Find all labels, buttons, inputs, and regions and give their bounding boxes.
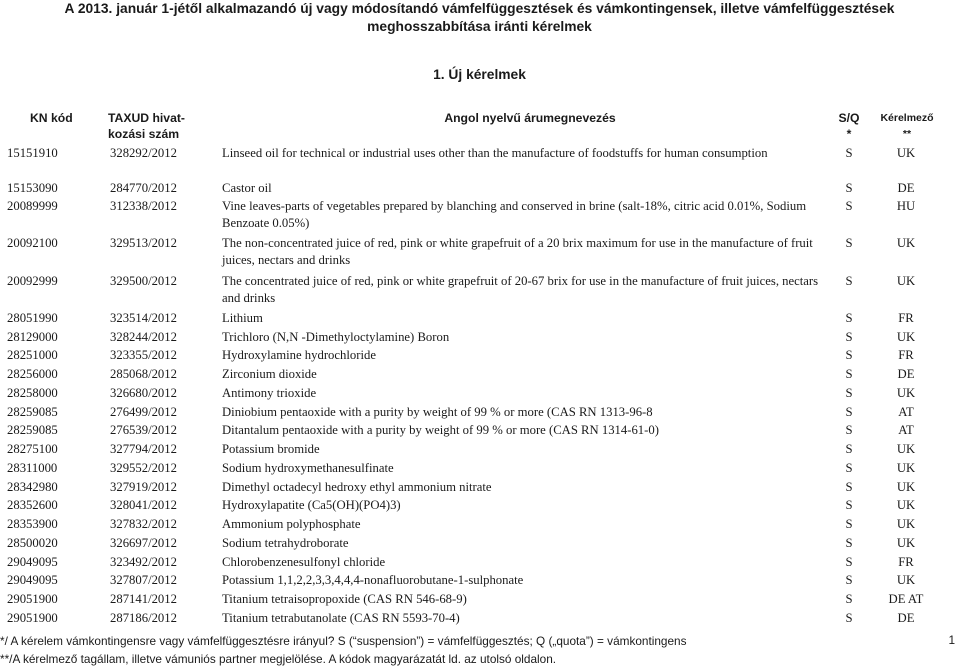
taxud-number: 285068/2012 [110,367,177,381]
applicant: DE [897,181,915,195]
applicant: UK [896,573,916,587]
applicant: DE [897,367,915,381]
taxud-number: 284770/2012 [110,181,177,195]
kn-code: 28311000 [7,461,58,475]
taxud-number: 327807/2012 [110,573,177,587]
applicant: HU [896,199,916,213]
description: Hydroxylapatite (Ca5(OH)(PO4)3) [222,498,401,512]
applicant: UK [896,517,916,531]
taxud-number: 328244/2012 [110,330,177,344]
applicant: FR [898,348,914,362]
taxud-number: 326680/2012 [110,386,177,400]
sq-value: S [845,330,853,344]
taxud-number: 327919/2012 [110,480,177,494]
description: The concentrated juice of red, pink or white grapefruit of 20-67 brix for use in the manufacture of fruit juices, nectars and drinks [222,274,819,305]
applicant: UK [896,274,916,288]
kn-code: 28256000 [7,367,58,381]
description: Sodium hydroxymethanesulfinate [222,461,394,475]
header-kn: KN kód [30,111,73,125]
sq-value: S [845,461,853,475]
taxud-number: 327832/2012 [110,517,177,531]
description: Potassium 1,1,2,2,3,3,4,4,4-nonafluorobutane-1-sulphonate [222,573,524,587]
document-title [0,0,959,36]
header-kerelmezo-1: Kérelmező [880,112,934,124]
kn-code: 28259085 [7,423,58,437]
header-sq-2: * [846,127,852,141]
applicant: UK [896,461,916,475]
description: Titanium tetraisopropoxide (CAS RN 546-68-9) [222,592,467,606]
header-kerelmezo-2: ** [902,128,912,140]
kn-code: 28051990 [7,311,58,325]
applicant: DE AT [888,592,924,606]
description: Trichloro (N,N -Dimethyloctylamine) Boron [222,330,450,344]
applicant: UK [896,480,916,494]
sq-value: S [845,442,853,456]
header-sq-1: S/Q [838,111,860,125]
section-heading: 1. Új kérelmek [433,67,526,82]
taxud-number: 287186/2012 [110,611,177,625]
applicant: UK [896,498,916,512]
sq-value: S [845,611,853,625]
applicant: UK [896,330,916,344]
taxud-number: 327794/2012 [110,442,177,456]
applicant: AT [898,405,914,419]
kn-code: 29049095 [7,573,58,587]
kn-code: 28259085 [7,405,58,419]
header-taxud-2: kozási szám [108,127,180,141]
sq-value: S [845,592,853,606]
sq-value: S [845,480,853,494]
sq-value: S [845,536,853,550]
kn-code: 29051900 [7,592,58,606]
kn-code: 28353900 [7,517,58,531]
description: Potassium bromide [222,442,320,456]
taxud-number: 323355/2012 [110,348,177,362]
sq-value: S [845,311,853,325]
description: Sodium tetrahydroborate [222,536,349,550]
taxud-number: 323514/2012 [110,311,177,325]
kn-code: 20089999 [7,199,58,213]
page-number: 1 [948,633,955,647]
header-taxud-1: TAXUD hivat- [108,111,185,125]
kn-code: 28258000 [7,386,58,400]
taxud-number: 276539/2012 [110,423,177,437]
taxud-number: 329500/2012 [110,274,177,288]
description: Vine leaves-parts of vegetables prepared by blanching and conserved in brine (salt-18%, citric acid 0.01%, Sodium Benzoate 0.05%) [222,199,807,230]
description: Dimethyl octadecyl hedroxy ethyl ammonium nitrate [222,480,492,494]
taxud-number: 323492/2012 [110,555,177,569]
kn-code: 29049095 [7,555,58,569]
kn-code: 20092100 [7,236,58,250]
sq-value: S [845,405,853,419]
footnote-2: **/A kérelmező tagállam, illetve vámuniós partner megjelölése. A kódok magyarázatát ld. az utolsó oldalon. [0,652,557,666]
header-description: Angol nyelvű árumegnevezés [444,111,616,125]
sq-value: S [845,386,853,400]
description: Ammonium polyphosphate [222,517,361,531]
kn-code: 28275100 [7,442,58,456]
applicant: UK [896,442,916,456]
applicant: FR [898,555,914,569]
footnote-1: */ A kérelem vámkontingensre vagy vámfelfüggesztésre irányul? S (“suspension”) = vámfelfüggesztés; Q („quota”) = vámkontingens [0,634,687,648]
sq-value: S [845,498,853,512]
applicant: UK [896,236,916,250]
sq-value: S [845,517,853,531]
applicant: AT [898,423,914,437]
kn-code: 20092999 [7,274,58,288]
description: Zirconium dioxide [222,367,317,381]
applicant: UK [896,536,916,550]
taxud-number: 328292/2012 [110,146,177,160]
taxud-number: 329552/2012 [110,461,177,475]
description: Chlorobenzenesulfonyl chloride [222,555,386,569]
title-line-2: meghosszabbítása iránti kérelmek [367,19,592,34]
applicant: DE [897,611,915,625]
sq-value: S [845,146,853,160]
description: Linseed oil for technical or industrial uses other than the manufacture of foodstuffs for human consumption [222,146,768,160]
description: Castor oil [222,181,272,195]
kn-code: 15151910 [7,146,58,160]
taxud-number: 276499/2012 [110,405,177,419]
kn-code: 28352600 [7,498,58,512]
sq-value: S [845,348,853,362]
title-line-1: A 2013. január 1-jétől alkalmazandó új vagy módosítandó vámfelfüggesztések és vámkontingensek, illetve vámfelfüggesztések [64,1,895,16]
description: Hydroxylamine hydrochloride [222,348,376,362]
kn-code: 28342980 [7,480,58,494]
description: Ditantalum pentaoxide with a purity by weight of 99 % or more (CAS RN 1314-61-0) [222,423,659,437]
sq-value: S [845,423,853,437]
sq-value: S [845,181,853,195]
sq-value: S [845,367,853,381]
description: Titanium tetrabutanolate (CAS RN 5593-70-4) [222,611,460,625]
description: Diniobium pentaoxide with a purity by weight of 99 % or more (CAS RN 1313-96-8 [222,405,653,419]
sq-value: S [845,573,853,587]
applicant: UK [896,386,916,400]
applicant: FR [898,311,914,325]
sq-value: S [845,274,853,288]
kn-code: 28129000 [7,330,58,344]
kn-code: 15153090 [7,181,58,195]
sq-value: S [845,555,853,569]
description: Lithium [222,311,263,325]
taxud-number: 312338/2012 [110,199,177,213]
taxud-number: 328041/2012 [110,498,177,512]
sq-value: S [845,199,853,213]
kn-code: 29051900 [7,611,58,625]
description: Antimony trioxide [222,386,317,400]
applicant: UK [896,146,916,160]
taxud-number: 287141/2012 [110,592,177,606]
sq-value: S [845,236,853,250]
kn-code: 28251000 [7,348,58,362]
taxud-number: 329513/2012 [110,236,177,250]
taxud-number: 326697/2012 [110,536,177,550]
description: The non-concentrated juice of red, pink or white grapefruit of a 20 brix maximum for use in the manufacture of fruit juices, nectars and drinks [222,236,813,267]
kn-code: 28500020 [7,536,58,550]
